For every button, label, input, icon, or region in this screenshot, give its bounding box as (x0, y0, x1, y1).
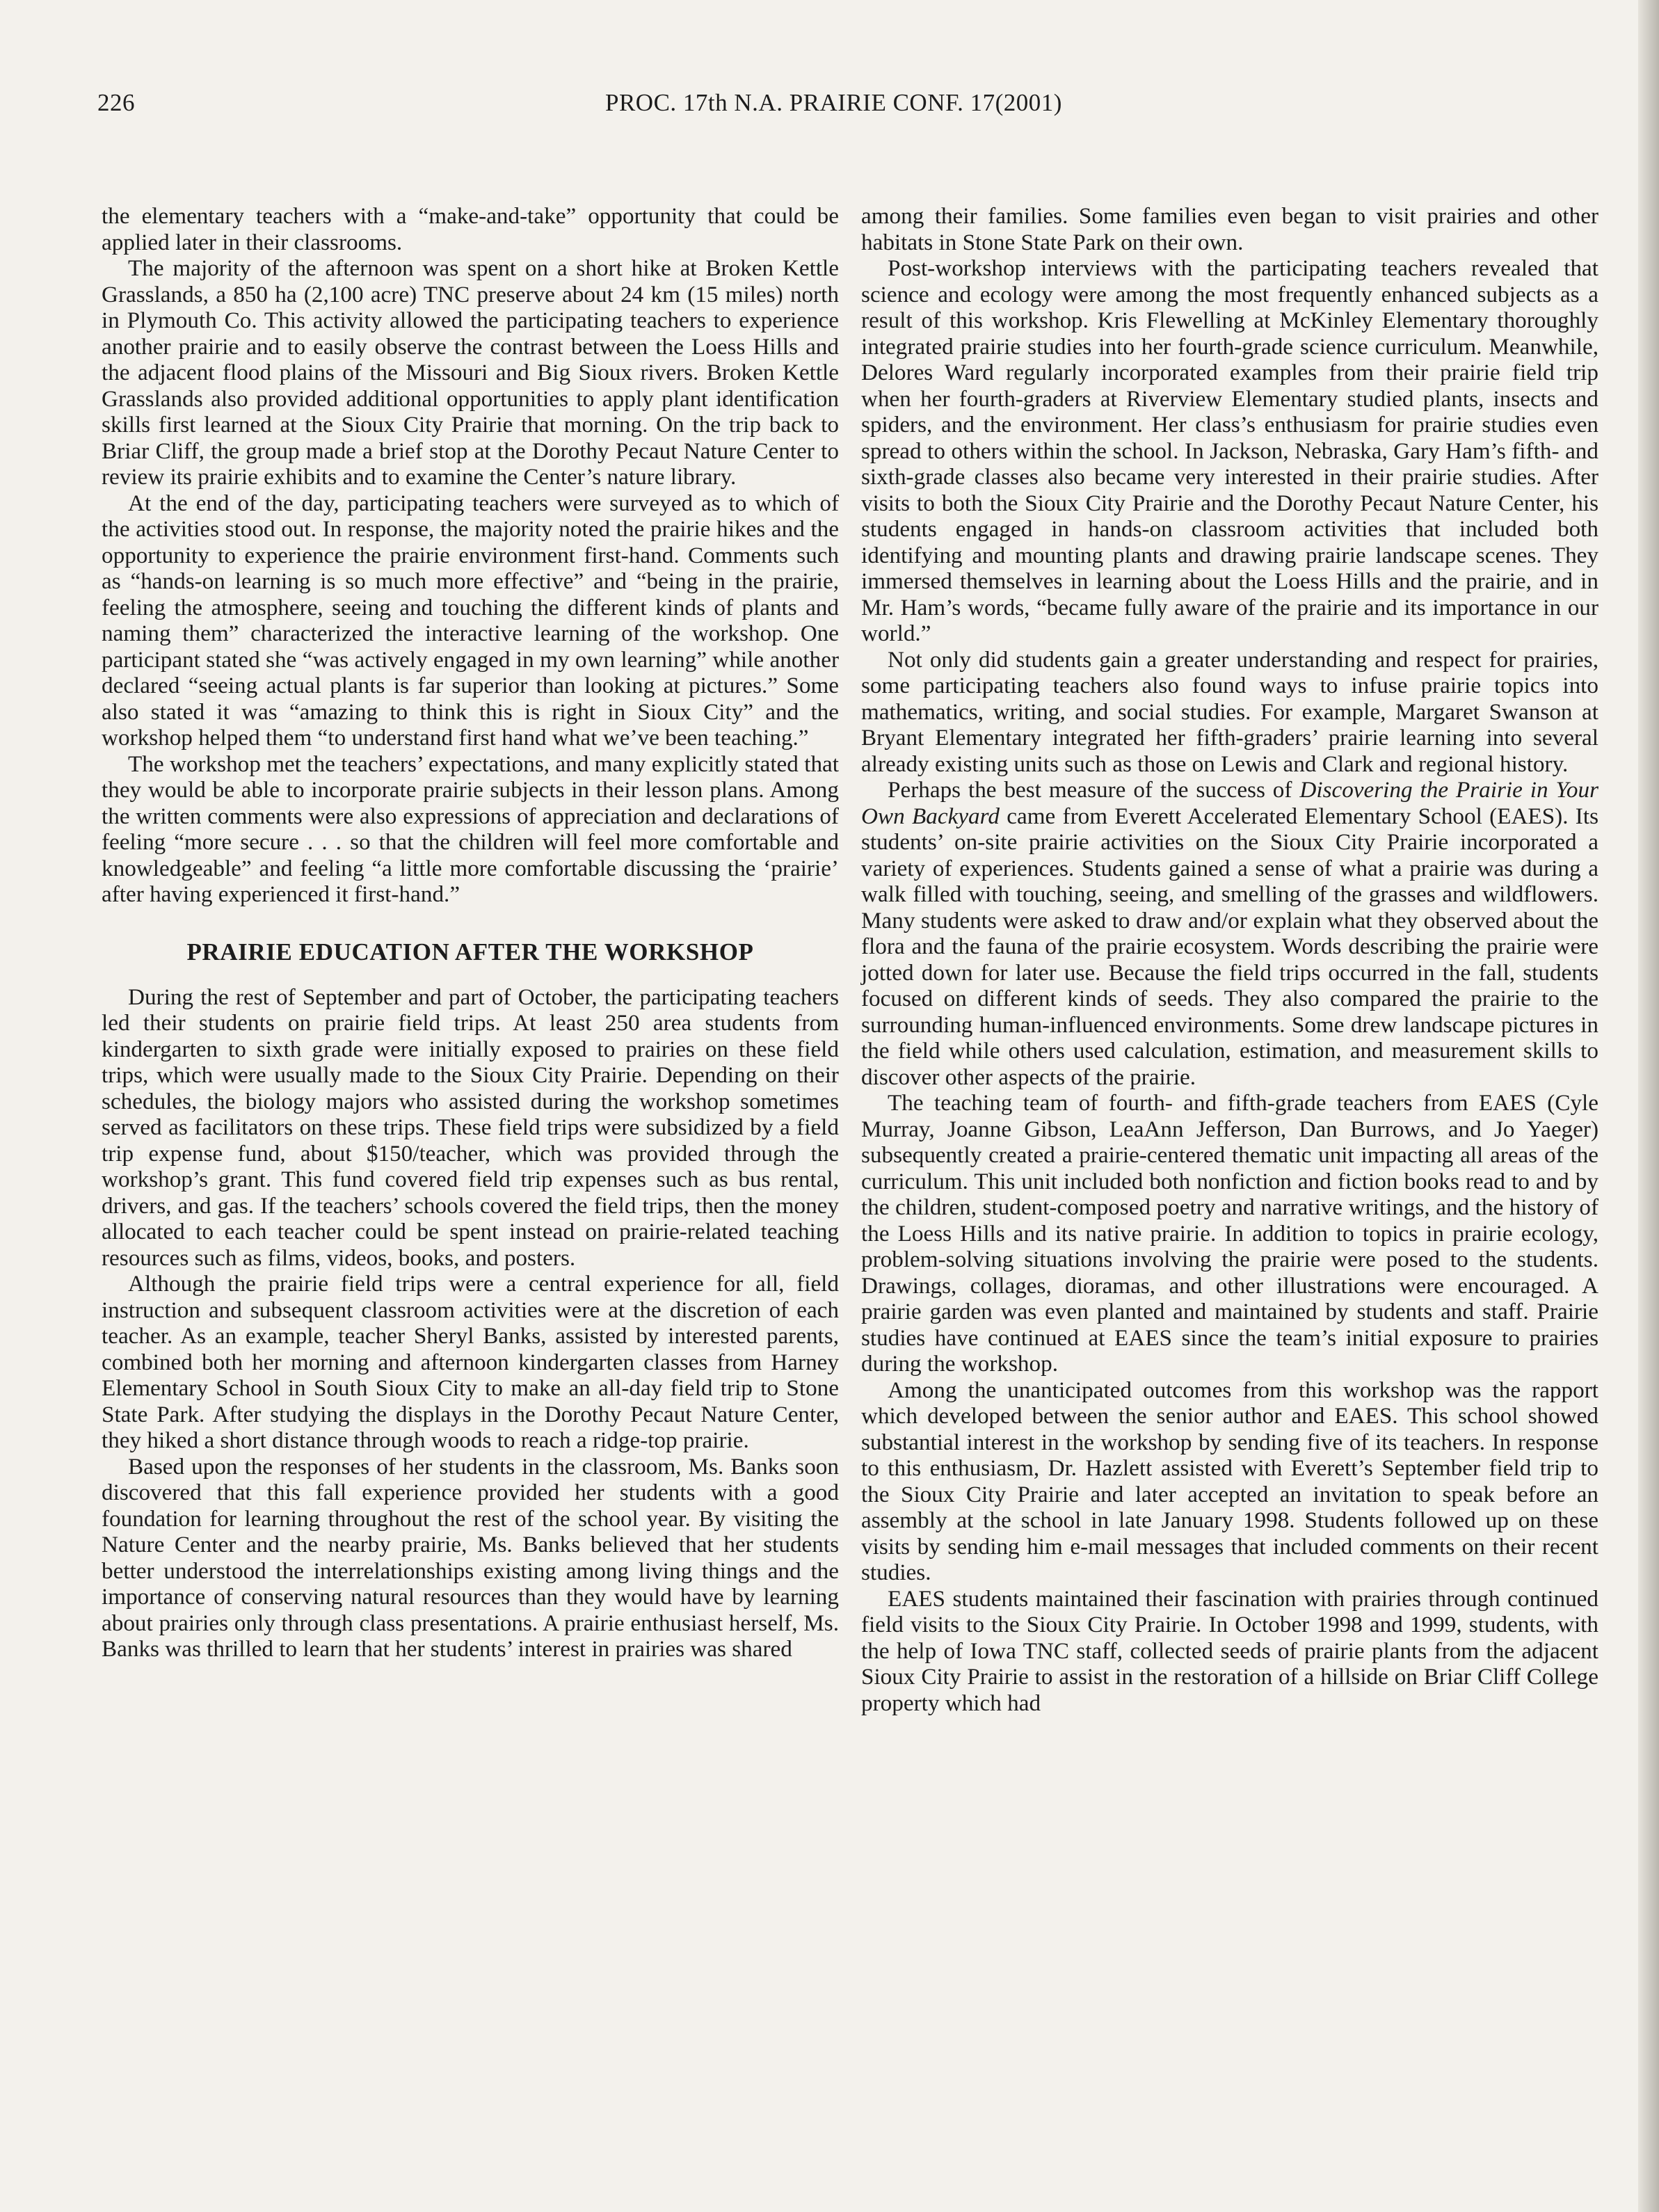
workshop-title: Discovering the Prairie in Your Own Backyard (861, 777, 1599, 829)
page-number: 226 (97, 89, 135, 116)
running-head (97, 89, 1572, 131)
paragraph: During the rest of September and part of October, the participating teachers led their students on prairie field trips. At least 250 area students from kindergarten to sixth grade were initially exposed to prairies on these field trips, which were usually made to the Sioux City Prairie. Depending on their schedules, the biology majors who assisted during the workshop sometimes served as facilitators on these trips. These field trips were subsidized by a field trip expense fund, about $150/teacher, which was provided through the workshop’s grant. This fund covered field trip expenses such as bus rental, drivers, and gas. If the teachers’ schools covered the field trips, then the money allocated to each teacher could be spent instead on prairie-related teaching resources such as films, videos, books, and posters. (102, 984, 839, 1271)
paragraph: At the end of the day, participating teachers were surveyed as to which of the activities stood out. In response, the majority noted the prairie hikes and the opportunity to experience the prairie environment first-hand. Comments such as “hands-on learning is so much more effective” and “being in the prairie, feeling the atmosphere, seeing and touching the different kinds of plants and naming them” characterized the interactive learning of the workshop. One participant stated she “was actively engaged in my own learning” while another declared “seeing actual plants is far superior than looking at pictures.” Some also stated it was “amazing to think this is right in Sioux City” and the workshop helped them “to understand first hand what we’ve been teaching.” (102, 490, 839, 751)
paragraph: among their families. Some families even began to visit prairies and other habitats in Stone State Park on their own. (861, 203, 1598, 255)
paragraph: EAES students maintained their fascination with prairies through continued field visits to the Sioux City Prairie. In October 1998 and 1999, students, with the help of Iowa TNC staff, collected seeds of prairie plants from the adjacent Sioux City Prairie to assist in the restoration of a hillside on Briar Cliff College property which had (861, 1585, 1598, 1716)
section-heading: PRAIRIE EDUCATION AFTER THE WORKSHOP (186, 938, 754, 965)
page-edge-shadow (1638, 0, 1659, 2212)
paragraph-text: came from Everett Accelerated Elementary School (EAES). Its students’ on-site prairie activities on the Sioux City Prairie incorporated a variety of experiences. Students gained a sense of what a prairie was during a walk filled with touching, seeing, and smelling of the grasses and wildflowers. Many students were asked to draw and/or explain what they observed about the flora and the fauna of the prairie ecosystem. Words describing the prairie were jotted down for later use. Because the field trips occurred in the fall, students focused on different kinds of seeds. They also compared the prairie to the surrounding human-influenced environments. Some drew landscape pictures in the field while others used calculation, estimation, and measurement skills to discover other aspects of the prairie. (861, 803, 1598, 1090)
paragraph-text: Perhaps the best measure of the success of (888, 777, 1300, 803)
paragraph: the elementary teachers with a “make-and-take” opportunity that could be applied later in their classrooms. (102, 203, 839, 255)
left-column (102, 203, 839, 1662)
paragraph: Based upon the responses of her students in the classroom, Ms. Banks soon discovered that this fall experience provided her students with a good foundation for learning throughout the rest of the school year. By visiting the Nature Center and the nearby prairie, Ms. Banks believed that her students better understood the interrelationships existing among living things and the importance of conserving natural resources than they would have by learning about prairies only through class presentations. A prairie enthusiast herself, Ms. Banks was thrilled to learn that her students’ interest in prairies was shared (102, 1453, 839, 1662)
paragraph: Although the prairie field trips were a central experience for all, field instruction and subsequent classroom activities were at the discretion of each teacher. As an example, teacher Sheryl Banks, assisted by interested parents, combined both her morning and afternoon kindergarten classes from Harney Elementary School in South Sioux City to make an all-day field trip to Stone State Park. After studying the displays in the Dorothy Pecaut Nature Center, they hiked a short distance through woods to reach a ridge-top prairie. (102, 1271, 839, 1453)
paragraph: The teaching team of fourth- and fifth-grade teachers from EAES (Cyle Murray, Joanne Gibson, LeaAnn Jefferson, Dan Burrows, and Jo Yaeger) subsequently created a prairie-centered thematic unit impacting all areas of the curriculum. This unit included both nonfiction and fiction books read to and by the children, student-composed poetry and narrative writings, and the history of the Loess Hills and its native prairie. In addition to topics in prairie ecology, problem-solving situations involving the prairie were posed to the students. Drawings, collages, dioramas, and other illustrations were encouraged. A prairie garden was even planted and maintained by students and staff. Prairie studies have continued at EAES since the team’s initial exposure to prairies during the workshop. (861, 1090, 1598, 1377)
paragraph: Among the unanticipated outcomes from this workshop was the rapport which developed between the senior author and EAES. This school showed substantial interest in the workshop by sending five of its teachers. In response to this enthusiasm, Dr. Hazlett assisted with Everett’s September field trip to the Sioux City Prairie and later accepted an invitation to speak before an assembly at the school in late January 1998. Students followed up on these visits by sending him e-mail messages that included comments on their recent studies. (861, 1377, 1598, 1585)
journal-citation: PROC. 17th N.A. PRAIRIE CONF. 17(2001) (605, 89, 1062, 116)
paragraph: Not only did students gain a greater understanding and respect for prairies, some participating teachers also found ways to infuse prairie topics into mathematics, writing, and social studies. For example, Margaret Swanson at Bryant Elementary integrated her fifth-graders’ prairie learning into several already existing units such as those on Lewis and Clark and regional history. (861, 646, 1598, 777)
right-column (861, 203, 1598, 1716)
paragraph: The workshop met the teachers’ expectations, and many explicitly stated that they would be able to incorporate prairie subjects in their lesson plans. Among the written comments were also expressions of appreciation and declarations of feeling “more secure . . . so that the children will feel more comfortable and knowledgeable” and feeling “a little more comfortable discussing the ‘prairie’ after having experienced it first-hand.” (102, 751, 839, 907)
paragraph (861, 777, 1598, 1090)
paragraph: Post-workshop interviews with the participating teachers revealed that science and ecology were among the most frequently enhanced subjects as a result of this workshop. Kris Flewelling at McKinley Elementary thoroughly integrated prairie studies into her fourth-grade science curriculum. Meanwhile, Delores Ward regularly incorporated examples from their prairie field trip when her fourth-graders at Riverview Elementary studied plants, insects and spiders, and the environment. Her class’s enthusiasm for prairie studies even spread to others within the school. In Jackson, Nebraska, Gary Ham’s fifth- and sixth-grade classes also became very interested in their prairie studies. After visits to both the Sioux City Prairie and the Dorothy Pecaut Nature Center, his students engaged in hands-on classroom activities that included both identifying and mounting plants and drawing prairie landscape scenes. They immersed themselves in learning about the Loess Hills and the prairie, and in Mr. Ham’s words, “became fully aware of the prairie and its importance in our world.” (861, 255, 1598, 646)
paragraph: The majority of the afternoon was spent on a short hike at Broken Kettle Grasslands, a 850 ha (2,100 acre) TNC preserve about 24 km (15 miles) north in Plymouth Co. This activity allowed the participating teachers to experience another prairie and to easily observe the contrast between the Loess Hills and the adjacent flood plains of the Missouri and Big Sioux rivers. Broken Kettle Grasslands also provided additional opportunities to apply plant identification skills first learned at the Sioux City Prairie that morning. On the trip back to Briar Cliff, the group made a brief stop at the Dorothy Pecaut Nature Center to review its prairie exhibits and to examine the Center’s nature library. (102, 255, 839, 490)
